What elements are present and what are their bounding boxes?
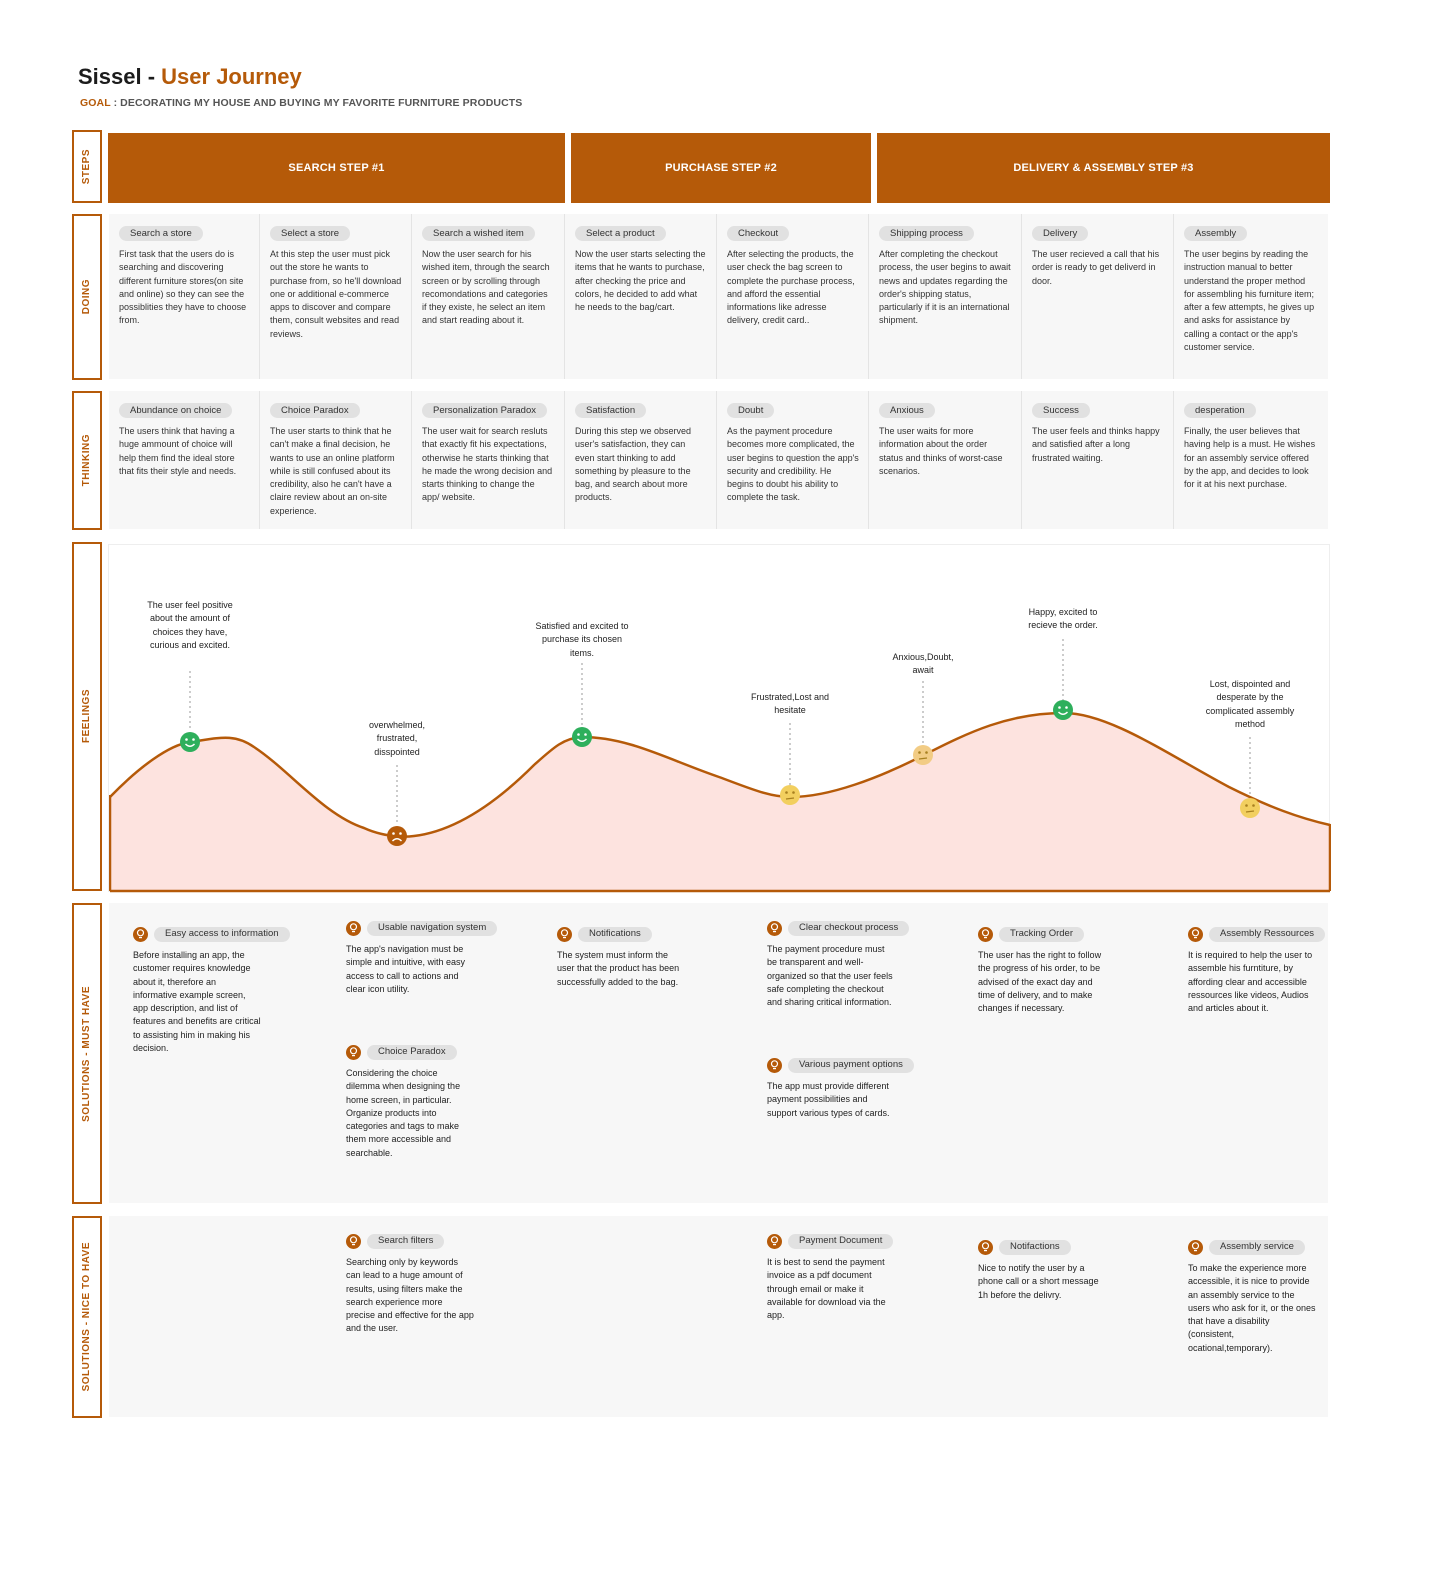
solution-tag: Notifications <box>578 927 652 942</box>
feeling-note: Frustrated,Lost and hesitate <box>750 692 830 716</box>
solution-text: It is best to send the payment invoice as a pdf document through email or make it available for download via the app. <box>767 1257 886 1321</box>
doing-card <box>869 214 1022 379</box>
must-have-item <box>978 926 1106 1015</box>
doing-text: After selecting the products, the user check the bag screen to complete the purchase process, and afford the essential informations like adresse delivery, credit card.. <box>727 249 855 326</box>
thinking-text: The user starts to think that he can't make a final decision, he wants to use an online platform while is still confused about its credibility, also he can't have a claire review about an on-site experience. <box>270 426 395 516</box>
solution-text: It is required to help the user to assemble his furntiture, by affording clear and accessible ressources like videos, Audios and articles about it. <box>1188 950 1313 1014</box>
neutral-face-icon <box>913 745 933 765</box>
title-name: Sissel - <box>78 64 162 89</box>
happy-face-icon <box>180 732 200 752</box>
thinking-text: During this step we observed user's satisfaction, they can even start thinking to add something by pleasure to the bag, and search about more products. <box>575 426 692 503</box>
thinking-text: The user feels and thinks happy and satisfied after a long frustrated waiting. <box>1032 426 1160 463</box>
doing-text: After completing the checkout process, the user begins to await news and updates regarding the order's shipping status, particularly if it is an international shipment. <box>879 249 1011 326</box>
lightbulb-icon <box>133 927 148 942</box>
doing-tag: Select a store <box>270 226 350 241</box>
solution-tag: Choice Paradox <box>367 1045 457 1060</box>
doing-card <box>1022 214 1174 379</box>
doing-text: Now the user starts selecting the items that he wants to purchase, after checking the price and colors, he decided to add what he needs to the bag/cart. <box>575 249 706 313</box>
doing-text: First task that the users do is searching and discovering different furniture stores(on site and online) so they can see the possiblities they have to choose from. <box>119 249 247 326</box>
feeling-note: Anxious,Doubt, await <box>892 652 954 676</box>
doing-tag: Checkout <box>727 226 789 241</box>
must-have-item <box>1188 926 1325 1015</box>
solution-text: The user has the right to follow the progress of his order, to be advised of the exact day and time of delivery, and to make changes if necessary. <box>978 950 1102 1014</box>
lightbulb-icon <box>346 1234 361 1249</box>
doing-card <box>717 214 869 379</box>
solution-tag: Assembly Ressources <box>1209 927 1325 942</box>
solution-tag: Tracking Order <box>999 927 1084 942</box>
solution-text: The app's navigation must be simple and intuitive, with easy access to call to actions and clear icon utility. <box>346 944 466 994</box>
thinking-card <box>412 391 565 529</box>
must-have-band <box>109 903 1328 1203</box>
nice-to-have-item <box>767 1233 895 1322</box>
solution-tag: Notifactions <box>999 1240 1071 1255</box>
lightbulb-icon <box>1188 1240 1203 1255</box>
thinking-text: Finally, the user believes that having help is a must. He wishes for an assembly service offered by the app, and decides to look for it at his next purchase. <box>1184 426 1316 490</box>
doing-tag: Assembly <box>1184 226 1247 241</box>
nice-to-have-band <box>109 1216 1328 1417</box>
lightbulb-icon <box>978 1240 993 1255</box>
doing-text: At this step the user must pick out the store he wants to purchase from, so he'll download one or additional e-commerce apps to discover and compare them, consult websites and read reviews. <box>270 249 402 339</box>
feelings-area <box>110 713 1330 891</box>
thinking-tag: Abundance on choice <box>119 403 232 418</box>
feelings-curve-svg <box>109 545 1331 893</box>
lightbulb-icon <box>767 1058 782 1073</box>
doing-card <box>260 214 412 379</box>
solution-text: The payment procedure must be transparent and well-organized so that the user feels safe completing the checkout and sharing critical information. <box>767 944 893 1008</box>
thinking-tag: Satisfaction <box>575 403 646 418</box>
row-label-nice-to-have-text: SOLUTIONS - NICE TO HAVE <box>80 1242 92 1392</box>
solution-text: To make the experience more accessible, it is nice to provide an assembly service to the users who ask for it, or the ones that have a disability (consistent, ocational,temporary). <box>1188 1263 1316 1353</box>
thinking-tag: desperation <box>1184 403 1256 418</box>
solution-text: Searching only by keywords can lead to a huge amount of results, using filters make the search experience more precise and effective for the app and the user. <box>346 1257 474 1334</box>
feelings-chart <box>108 544 1330 892</box>
must-have-item <box>767 1057 914 1120</box>
title-accent: User Journey <box>161 64 302 89</box>
solution-tag: Easy access to information <box>154 927 290 942</box>
goal-label: GOAL <box>80 97 111 109</box>
doing-text: Now the user search for his wished item, through the search screen or by scrolling through recomondations and categories if they existe, he select an item and start reading about it. <box>422 249 550 326</box>
solution-text: Before installing an app, the customer requires knowledge about it, therefore an informative example screen, app description, and list of features and benefits are critical to assisting him in making his decision. <box>133 950 261 1054</box>
feeling-note: Lost, dispointed and desperate by the complicated assembly method <box>1205 679 1295 729</box>
thinking-tag: Anxious <box>879 403 935 418</box>
solution-text: The app must provide different payment possibilities and support various types of cards. <box>767 1081 890 1118</box>
thinking-card <box>109 391 260 529</box>
thinking-band <box>109 391 1328 529</box>
must-have-item <box>346 1044 474 1160</box>
row-label-thinking <box>72 391 102 530</box>
solution-text: Nice to notify the user by a phone call or a short message 1h before the delivry. <box>978 1263 1099 1300</box>
neutral-face-icon <box>1240 798 1260 818</box>
lightbulb-icon <box>767 1234 782 1249</box>
solution-text: The system must inform the user that the product has been successfully added to the bag. <box>557 950 680 987</box>
feeling-note: overwhelmed, frustrated, disspointed <box>368 720 426 757</box>
step-delivery: DELIVERY & ASSEMBLY STEP #3 <box>877 133 1330 203</box>
step-search: SEARCH STEP #1 <box>108 133 565 203</box>
row-label-nice-to-have <box>72 1216 102 1418</box>
lightbulb-icon <box>557 927 572 942</box>
doing-band <box>109 214 1328 379</box>
row-label-must-have <box>72 903 102 1204</box>
doing-card <box>109 214 260 379</box>
row-label-steps <box>72 130 102 203</box>
feeling-note: Happy, excited to recieve the order. <box>1028 607 1098 631</box>
doing-tag: Select a product <box>575 226 666 241</box>
lightbulb-icon <box>767 921 782 936</box>
feeling-note: The user feel positive about the amount of choices they have, curious and excited. <box>147 600 233 650</box>
solution-tag: Payment Document <box>788 1234 893 1249</box>
lightbulb-icon <box>1188 927 1203 942</box>
solution-tag: Various payment options <box>788 1058 914 1073</box>
nice-to-have-item <box>1188 1239 1316 1355</box>
step-purchase: PURCHASE STEP #2 <box>571 133 871 203</box>
row-label-doing <box>72 214 102 380</box>
thinking-tag: Choice Paradox <box>270 403 360 418</box>
thinking-tag: Success <box>1032 403 1090 418</box>
goal-text: : DECORATING MY HOUSE AND BUYING MY FAVORITE FURNITURE PRODUCTS <box>110 97 523 109</box>
row-label-thinking-text: THINKING <box>80 434 92 487</box>
happy-face-icon <box>1053 700 1073 720</box>
thinking-card <box>1022 391 1174 529</box>
doing-text: The user recieved a call that his order is ready to get deliverd in door. <box>1032 249 1160 286</box>
thinking-tag: Personalization Paradox <box>422 403 547 418</box>
doing-tag: Search a wished item <box>422 226 535 241</box>
nice-to-have-item <box>346 1233 474 1336</box>
doing-card <box>1174 214 1328 379</box>
row-label-steps-text: STEPS <box>80 148 92 185</box>
thinking-card <box>565 391 717 529</box>
row-label-must-have-text: SOLUTIONS - MUST HAVE <box>80 985 92 1122</box>
row-label-feelings <box>72 542 102 891</box>
solution-text: Considering the choice dilemma when designing the home screen, in particular. Organize products into categories and tags to make them more accessible and searchable. <box>346 1068 461 1158</box>
thinking-card <box>260 391 412 529</box>
solution-tag: Usable navigation system <box>367 921 497 936</box>
happy-face-icon <box>572 727 592 747</box>
doing-tag: Shipping process <box>879 226 974 241</box>
solution-tag: Search filters <box>367 1234 444 1249</box>
row-label-doing-text: DOING <box>80 279 92 315</box>
must-have-item <box>767 920 909 1009</box>
thinking-text: The user waits for more information about the order status and thinks of worst-case scenarios. <box>879 426 1003 476</box>
must-have-item <box>133 926 290 1055</box>
lightbulb-icon <box>346 1045 361 1060</box>
lightbulb-icon <box>978 927 993 942</box>
doing-card <box>412 214 565 379</box>
row-label-feelings-text: FEELINGS <box>80 689 92 744</box>
doing-tag: Search a store <box>119 226 203 241</box>
must-have-item <box>346 920 497 996</box>
page-title <box>78 64 302 90</box>
solution-tag: Clear checkout process <box>788 921 909 936</box>
thinking-card <box>1174 391 1328 529</box>
lightbulb-icon <box>346 921 361 936</box>
solution-tag: Assembly service <box>1209 1240 1305 1255</box>
nice-to-have-item <box>978 1239 1106 1302</box>
neutral-face-icon <box>780 785 800 805</box>
sad-face-icon <box>387 826 407 846</box>
doing-tag: Delivery <box>1032 226 1088 241</box>
doing-text: The user begins by reading the instruction manual to better understand the proper method for assembling his furniture item; after a few attempts, he gives up and asks for assistance by calling a contact or the app's customer service. <box>1184 249 1315 353</box>
thinking-tag: Doubt <box>727 403 774 418</box>
feeling-note: Satisfied and excited to purchase its chosen items. <box>535 621 629 658</box>
thinking-text: As the payment procedure becomes more complicated, the user begins to question the app's security and credibility. He begins to doubt his ability to complete the task. <box>727 426 859 503</box>
thinking-text: The user wait for search resluts that exactly fit his expectations, otherwise he starts thinking that he made the wrong decision and starts thinking to change the app/ website. <box>422 426 553 503</box>
thinking-text: The users think that having a huge ammount of choice will help them find the ideal store that fits their style and needs. <box>119 426 237 476</box>
goal-line <box>80 97 522 109</box>
must-have-item <box>557 926 685 989</box>
thinking-card <box>869 391 1022 529</box>
thinking-card <box>717 391 869 529</box>
doing-card <box>565 214 717 379</box>
